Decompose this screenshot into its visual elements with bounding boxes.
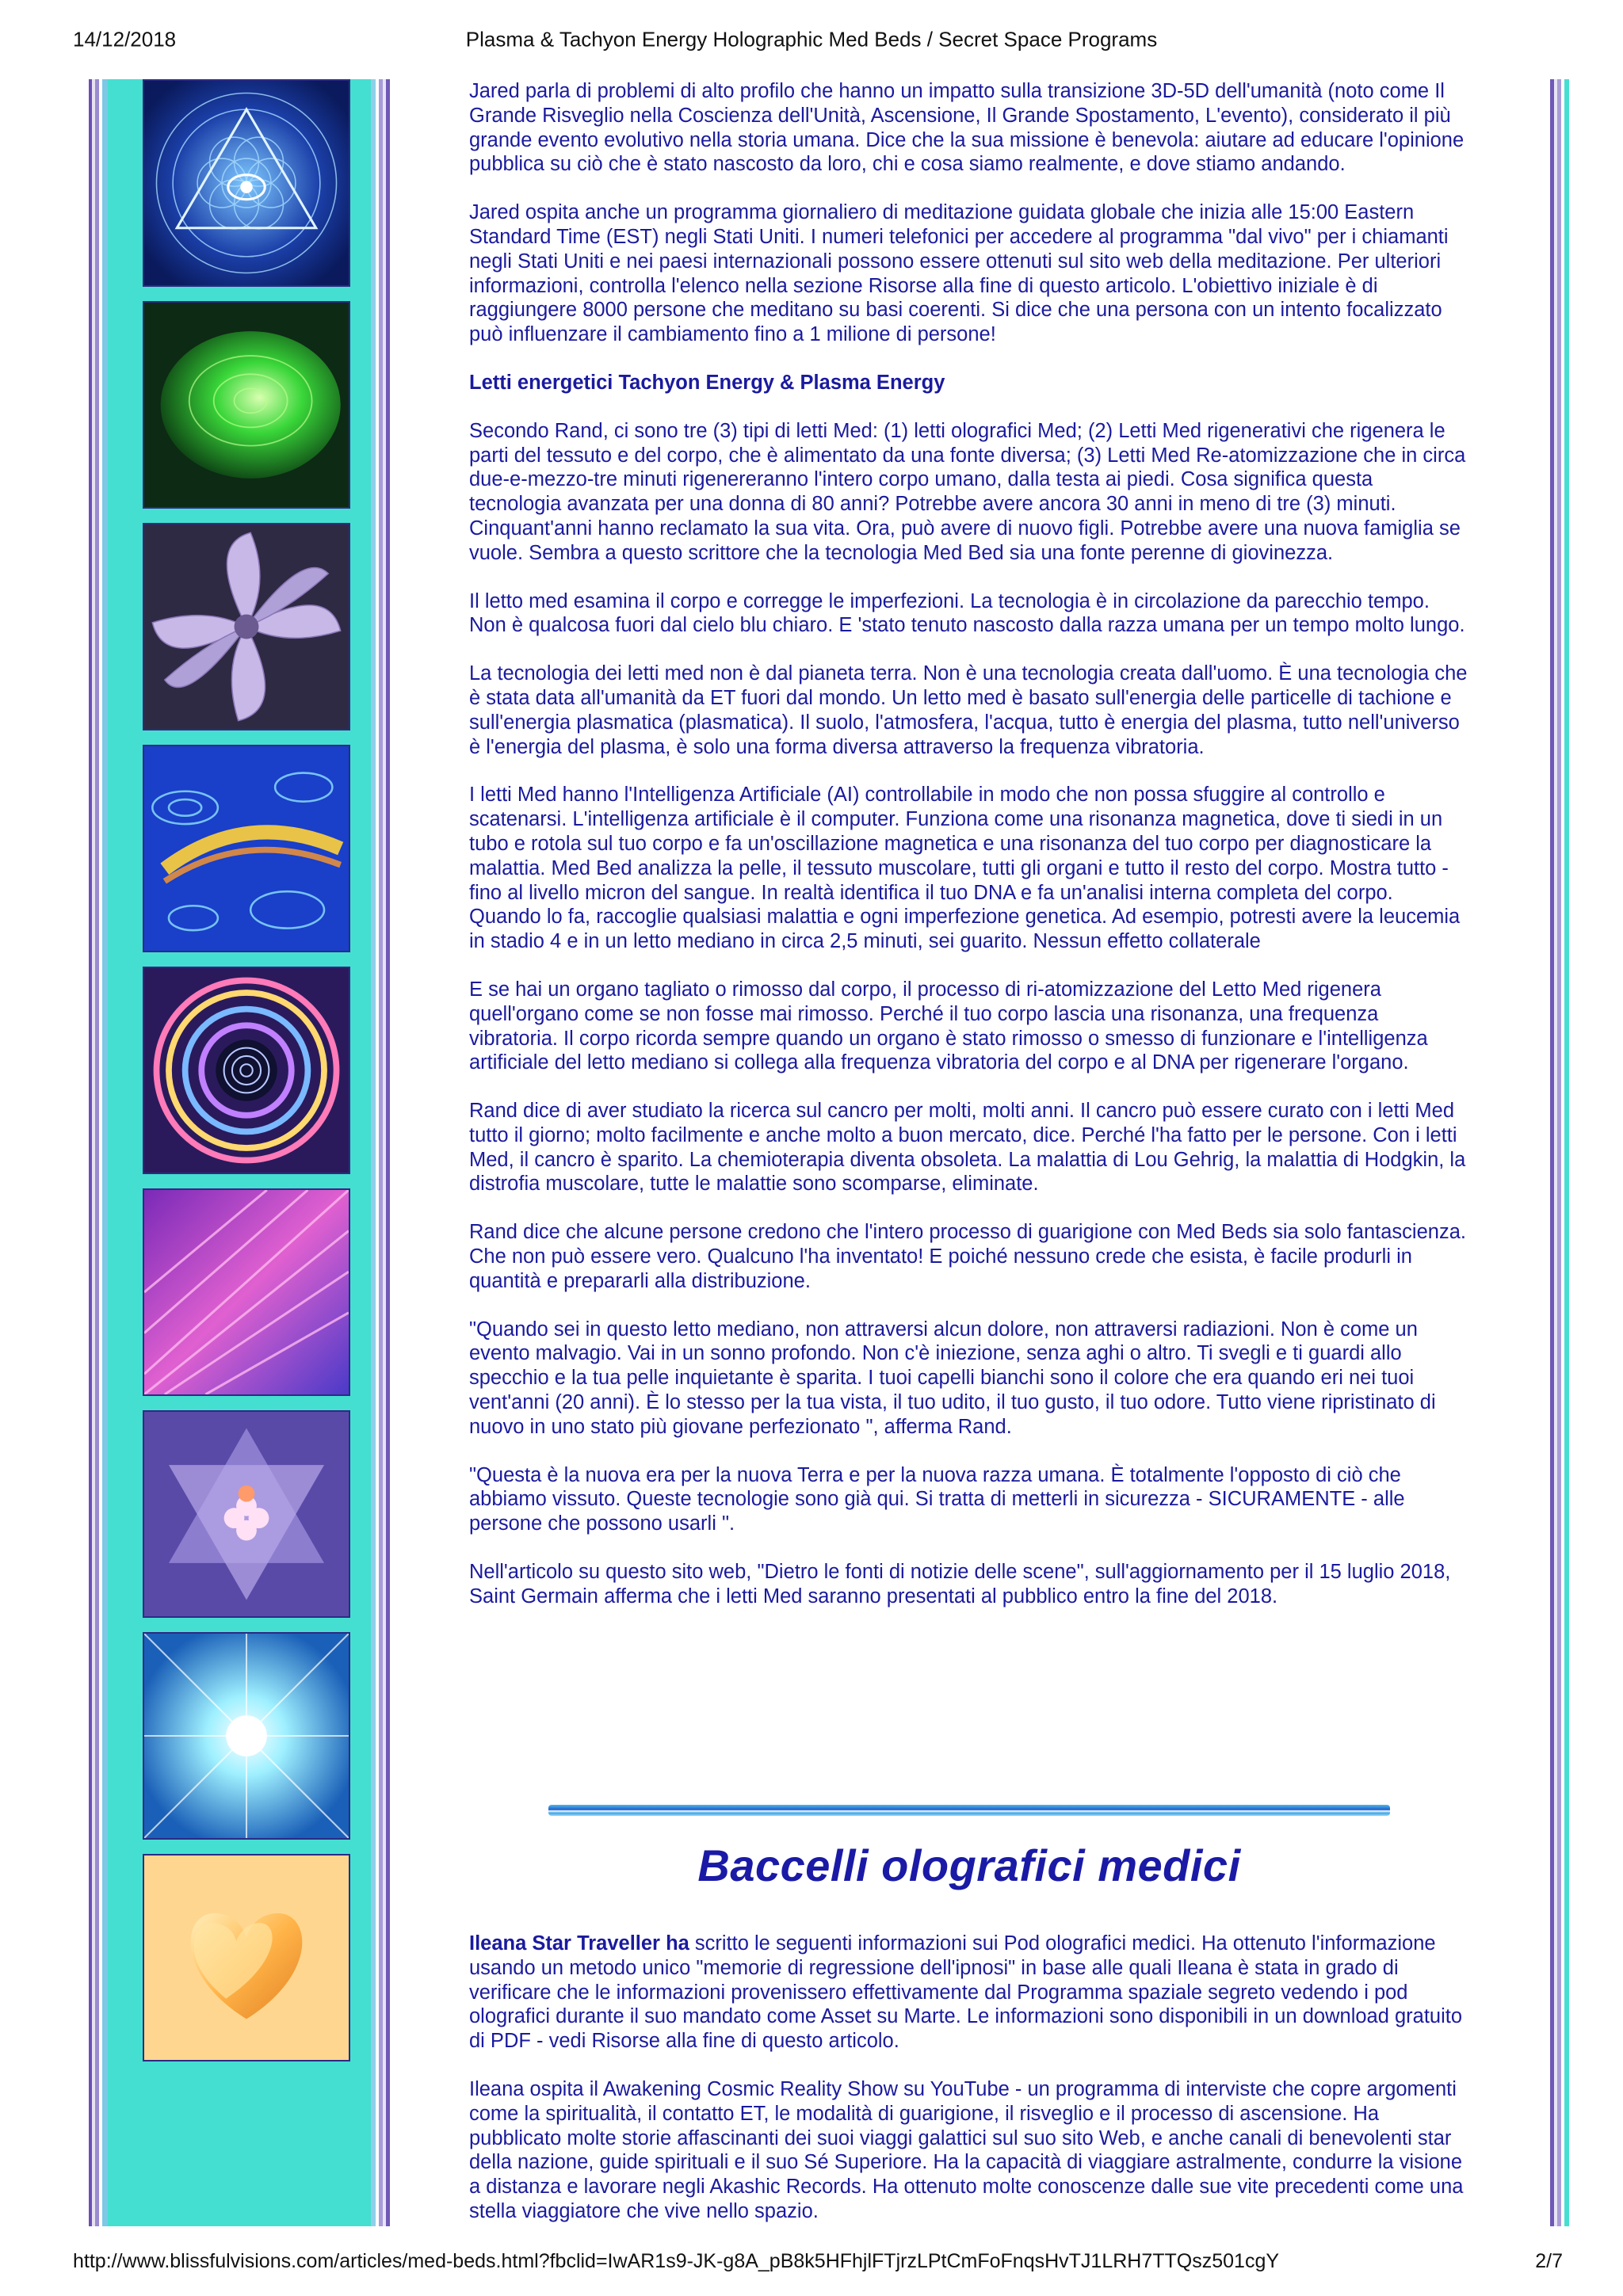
golden-hearts-icon bbox=[143, 1854, 350, 2061]
purple-rays-icon bbox=[143, 1188, 350, 1396]
paragraph-11: "Questa è la nuova era per la nuova Terra e per la nuova razza umana. È totalmente l'opposto di ciò che abbiamo vissuto. Queste tecnologie sono già qui. Si tratta di metterli in sicurezza - SICURAMENTE - alle persone che possono usarli ". bbox=[469, 1463, 1405, 1535]
print-title: Plasma & Tachyon Energy Holographic Med Beds / Secret Space Programs bbox=[465, 27, 1158, 51]
paragraph-7: E se hai un organo tagliato o rimosso dal corpo, il processo di ri-atomizzazione del Letto Med rigenera quell'organo come se non fosse mai rimosso. Perché il tuo corpo lascia una risonanza, una frequenza vibratoria. Il corpo ricorda sempre quando un organo è stato rimosso o smesso di funzionare e l'intelligenza artificiale del letto mediano si collega alla frequenza vibratoria del corpo e al DNA per rigenerare l'organo. bbox=[469, 978, 1428, 1074]
page-number: 2/7 bbox=[1535, 2250, 1563, 2272]
print-header bbox=[0, 0, 1623, 49]
section-title-holographic-pods: Baccelli olografici medici bbox=[697, 1840, 1241, 1890]
paragraph-12: Nell'articolo su questo sito web, "Dietro le fonti di notizie delle scene", sull'aggiornamento per il 15 luglio 2018, Saint Germain afferma che i letti Med saranno presentati al pubblico entro la fine del 2018. bbox=[469, 1561, 1451, 1608]
blue-ripple-icon bbox=[143, 745, 350, 952]
mandala-icon bbox=[143, 967, 350, 1174]
print-footer bbox=[0, 2242, 1623, 2274]
section-2-body bbox=[469, 1932, 1469, 2248]
sidebar-edge-stripes bbox=[371, 79, 390, 2226]
author-name: Ileana Star Traveller ha bbox=[469, 1932, 689, 1955]
section-heading-med-beds: Letti energetici Tachyon Energy & Plasma Energy bbox=[469, 371, 945, 394]
left-decorative-stripes bbox=[89, 79, 108, 2226]
paragraph-6: I letti Med hanno l'Intelligenza Artificiale (AI) controllabile in modo che non possa sfuggire al controllo e scatenarsi. L'intelligenza artificiale è il computer. Funziona come una risonanza magnetica, dove ti siedi in un tubo e rotola sul tuo corpo e fa un'oscillazione magnetica e una risonanza del tuo corpo per diagnosticare la malattia. Med Bed analizza la pelle, il tessuto muscolare, tutti gli organi e tutto il resto del corpo. Mostra tutto - fino al livello micron del sangue. In realtà identifica il tuo DNA e fa un'analisi interna completa del corpo. Quando lo fa, raccoglie qualsiasi malattia e ogni imperfezione genetica. Ad esempio, potresti avere la leucemia in stadio 4 e in un letto mediano in circa 2,5 minuti, sei guarito. Nessun effetto collaterale bbox=[469, 784, 1461, 953]
paragraph-8: Rand dice di aver studiato la ricerca sul cancro per molti, molti anni. Il cancro può essere curato con i letti Med tutto il giorno; molto facilmente e anche molto a buon mercato, dice. Perché l'ha fatto per le persone. Con i letti Med, il cancro è sparito. La chemioterapia diventa obsoleta. La malattia di Lou Gehrig, la malattia di Hodgkin, la distrofia muscolare, tutte le malattie sono scomparse, eliminate. bbox=[469, 1100, 1466, 1196]
paragraph-3: Secondo Rand, ci sono tre (3) tipi di letti Med: (1) letti olografici Med; (2) Letti Med rigenerativi che rigenera le parti del tessuto e del corpo, che è alimentato da una fonte diversa; (3) Letti Med Re-atomizzazione che in circa due-e-mezzo-tre minuti rigenereranno l'intero corpo umano, dalla testa ai piedi. Cosa significa questa tecnologia avanzata per una donna di 80 anni? Potrebbe avere ancora 30 anni in meno di tre (3) minuti. Cinquant'anni hanno reclamato la sua vita. Ora, può avere di nuovo figli. Potrebbe avere una nuova famiglia se vuole. Sembra a questo scrittore che la tecnologia Med Bed sia una fonte perenne di giovinezza. bbox=[469, 419, 1466, 564]
print-url: http://www.blissfulvisions.com/articles/med-beds.html?fbclid=IwAR1s9-JK-g8A_pB8k5HFhjlFTjrzLPtCmFoFnqsHvTJ1LRH7TTQsz501cgY bbox=[73, 2250, 1280, 2272]
paragraph-9: Rand dice che alcune persone credono che l'intero processo di guarigione con Med Beds sia solo fantascienza. Che non può essere vero. Qualcuno l'ha inventato! E poiché nessuno crede che esista, è facile produrli in quantità e prepararli alla distribuzione. bbox=[469, 1221, 1466, 1292]
section-2-paragraph-2: Ileana ospita il Awakening Cosmic Reality Show su YouTube - un programma di interviste che copre argomenti come la spiritualità, il contatto ET, le modalità di guarigione, il risveglio e il processo di ascensione. Ha pubblicato molte storie affascinanti dei suoi viaggi galattici sul suo sito Web, e anche canali di benevolenti star della nazione, guide spirituali e il suo Sé Superiore. Ha la capacità di viaggiare astralmente, condurre la visione a distanza e lavorare negli Akashic Records. Ha ottenuto molte conoscenze dalle sue vite precedenti come una stella viaggiatore che vive nello spazio. bbox=[469, 2077, 1464, 2222]
sacred-geometry-icon bbox=[143, 79, 350, 287]
right-decorative-stripes bbox=[1550, 79, 1569, 2226]
light-burst-icon bbox=[143, 1632, 350, 1840]
green-fractal-flower-icon bbox=[143, 301, 350, 509]
paragraph-10: "Quando sei in questo letto mediano, non attraversi alcun dolore, non attraversi radiazioni. Non è come un evento malvagio. Vai in un sonno profondo. Non c'è iniezione, senza aghi o altro. Ti svegli e ti guardi allo specchio e la tua pelle inquietante è sparita. I tuoi capelli bianchi sono il colore che era quando eri nei tuoi vent'anni (20 anni). È lo stesso per la tua vista, il tuo udito, il tuo gusto, il tuo odore. Tutto viene ripristinato di nuovo in uno stato più giovane perfezionato ", afferma Rand. bbox=[469, 1318, 1436, 1438]
print-date: 14/12/2018 bbox=[73, 27, 177, 51]
paragraph-2: Jared ospita anche un programma giornaliero di meditazione guidata globale che inizia alle 15:00 Eastern Standard Time (EST) negli Stati Uniti. I numeri telefonici per accedere al programma "dal vivo" per i chiamanti negli Stati Uniti e nei paesi internazionali possono essere ottenuti sul sito web della meditazione. Per ulteriori informazioni, controlla l'elenco nella sezione Risorse alla fine di questo articolo. L'obiettivo iniziale è di raggiungere 8000 persone che meditano su basi coerenti. Si dice che una persona con un intento focalizzato può influenzare il cambiamento fino a 1 milione di persone! bbox=[469, 201, 1449, 346]
section-divider bbox=[548, 1805, 1390, 1816]
section-2-paragraph-1 bbox=[469, 1932, 1469, 2054]
star-tetrahedron-icon bbox=[143, 1410, 350, 1618]
paragraph-1: Jared parla di problemi di alto profilo che hanno un impatto sulla transizione 3D-5D dell'umanità (noto come Il Grande Risveglio nella Coscienza dell'Unità, Ascensione, Il Grande Spostamento, L'evento), considerato il più grande evento evolutivo nella storia umana. Dice che la sua missione è benevola: aiutare ad educare l'opinione pubblica su ciò che è stato nascosto da loro, chi e cosa siamo realmente, e dove stiamo andando. bbox=[469, 80, 1465, 176]
lavender-fractal-flower-icon bbox=[143, 523, 350, 730]
paragraph-5: La tecnologia dei letti med non è dal pianeta terra. Non è una tecnologia creata dall'uomo. È una tecnologia che è stata data all'umanità da ET fuori dal mondo. Un letto med è basato sull'energia delle particelle di tachione e sull'energia plasmatica (plasmatica). Il suolo, l'atmosfera, l'acqua, tutto è energia del plasma, tutto nell'universo è l'energia del plasma, è solo una forma diversa attraverso la frequenza vibratoria. bbox=[469, 662, 1468, 758]
article-body bbox=[469, 79, 1469, 2226]
paragraph-4: Il letto med esamina il corpo e corregge le imperfezioni. La tecnologia è in circolazione da parecchio tempo. Non è qualcosa fuori dal cielo blu chiaro. E 'stato tenuto nascosto dalla razza umana per un tempo molto lungo. bbox=[469, 589, 1465, 637]
section-2-paragraph-1-text: scritto le seguenti informazioni sui Pod olografici medici. Ha ottenuto l'informazione usando un metodo unico "memorie di regressione dell'ipnosi" in base alle quali Ileana è stata in grado di verificare che le informazioni provenissero effettivamente dal Programma spaziale segreto vedendo i pod olografici durante il suo mandato come Asset su Marte. Le informazioni sono disponibili in un download gratuito di PDF - vedi Risorse alla fine di questo articolo. bbox=[469, 1932, 1463, 2053]
